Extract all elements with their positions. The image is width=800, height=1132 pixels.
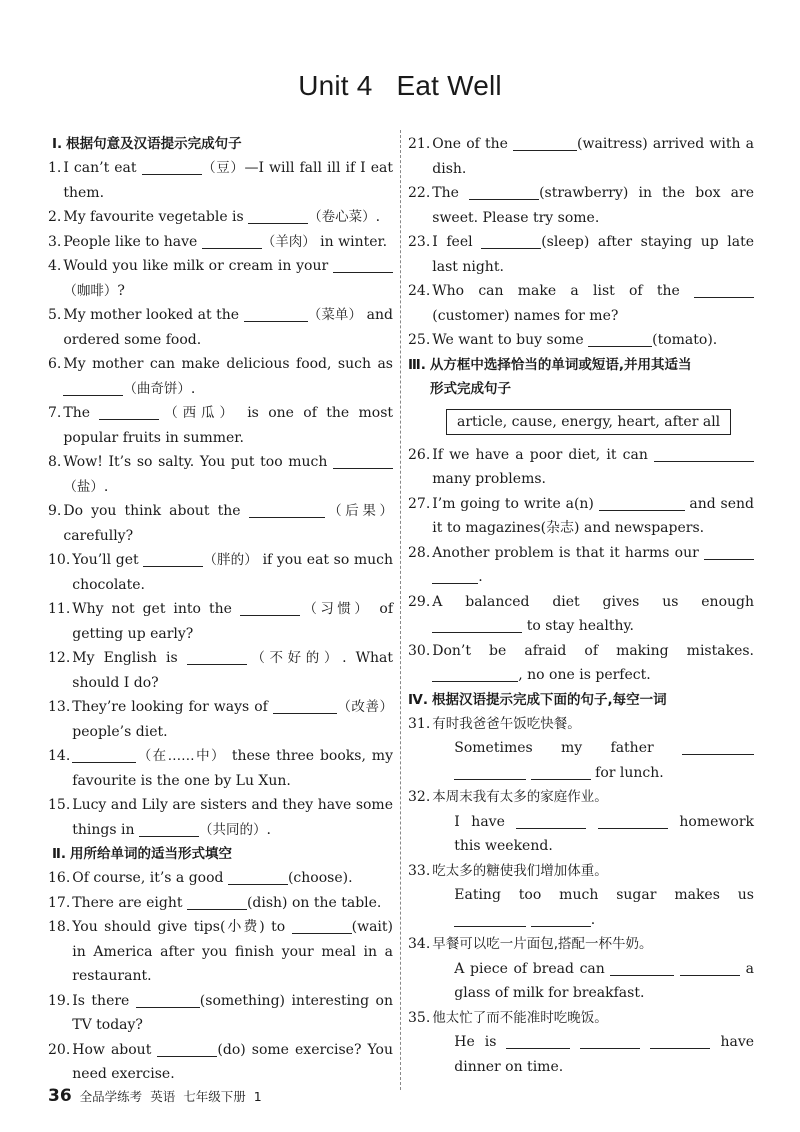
- question-number: 31.: [408, 715, 431, 732]
- hint: (sleep): [541, 234, 590, 250]
- question-number: 29.: [408, 593, 431, 610]
- answer-blank[interactable]: [680, 959, 740, 976]
- question-25: [408, 328, 754, 353]
- question-number: 21.: [408, 136, 431, 152]
- question-text: Sometimes my father: [454, 740, 682, 756]
- question-text: after staying up late last night.: [432, 234, 754, 275]
- question-17: [48, 891, 393, 916]
- question-14: [48, 744, 393, 793]
- question-text: A piece of bread can: [454, 960, 611, 977]
- hint: （改善）: [336, 699, 394, 715]
- question-number: 13.: [48, 699, 71, 715]
- answer-blank[interactable]: [481, 232, 541, 249]
- hint: （卷心菜）: [308, 209, 376, 225]
- question-text: If we have a poor diet, it can: [432, 446, 654, 463]
- question-text: Eating too much sugar makes us: [454, 887, 754, 903]
- hint: （不好的）: [246, 650, 343, 666]
- question-number: 3.: [48, 233, 62, 250]
- question-31: [408, 712, 754, 786]
- question-text: .: [103, 478, 109, 495]
- question-text: One of the: [432, 136, 514, 152]
- question-text: The: [432, 185, 470, 201]
- question-number: 4.: [48, 258, 62, 274]
- answer-blank[interactable]: [454, 910, 526, 927]
- question-text: have dinner on time.: [454, 1034, 755, 1075]
- hint: （后果）: [324, 503, 394, 519]
- question-text: You should give tips(小费) to: [72, 919, 292, 935]
- page-number: 36: [48, 1086, 72, 1106]
- question-21: [408, 132, 754, 181]
- answer-blank[interactable]: [333, 452, 393, 469]
- question-text: homework this weekend.: [454, 813, 754, 854]
- answer-blank[interactable]: [139, 820, 199, 837]
- section-1-roman: Ⅰ.: [52, 136, 63, 152]
- question-text: Wow! It’s so salty. You put too much: [63, 454, 333, 470]
- question-number: 24.: [408, 283, 431, 299]
- answer-blank[interactable]: [654, 445, 754, 462]
- question-number: 27.: [408, 495, 431, 512]
- question-number: 34.: [408, 936, 431, 952]
- section-4-title-text: 根据汉语提示完成下面的句子,每空一词: [431, 691, 667, 708]
- question-23: [408, 230, 754, 279]
- hint: （习惯）: [299, 601, 372, 617]
- question-24: [408, 279, 754, 328]
- question-text: My English is: [72, 650, 187, 666]
- question-text: They’re looking for ways of: [72, 699, 273, 715]
- question-text: Who can make a list of the: [432, 283, 694, 299]
- answer-blank[interactable]: [202, 232, 262, 249]
- answer-blank[interactable]: [187, 648, 247, 665]
- chinese-prompt: 他太忙了而不能准时吃晚饭。: [432, 1009, 608, 1026]
- question-text: these three books, my favourite is the one by Lu Xun.: [72, 748, 393, 789]
- answer-blank[interactable]: [598, 812, 668, 829]
- hint: （共同的）: [198, 821, 267, 838]
- question-19: [48, 989, 393, 1038]
- hint: (customer): [432, 307, 510, 324]
- hint: （在……中）: [136, 748, 226, 764]
- hint: （豆）: [201, 160, 245, 176]
- question-text: people’s diet.: [72, 723, 168, 740]
- question-text: Lucy and Lily are sisters and they have some things in: [72, 797, 393, 838]
- question-text: Why not get into the: [72, 601, 240, 617]
- answer-blank[interactable]: [333, 256, 393, 273]
- question-text: if you eat so much chocolate.: [72, 552, 393, 593]
- question-text: We want to buy some: [432, 332, 589, 348]
- chinese-prompt: 早餐可以吃一片面包,搭配一杯牛奶。: [432, 936, 653, 952]
- question-text: I feel: [432, 234, 482, 250]
- answer-blank[interactable]: [650, 1032, 710, 1049]
- question-text: of getting up early?: [72, 601, 393, 642]
- answer-blank[interactable]: [157, 1040, 217, 1057]
- question-number: 23.: [408, 234, 431, 250]
- footer-extra: 1: [253, 1089, 262, 1104]
- question-text: for lunch.: [590, 764, 664, 781]
- hint: (tomato): [652, 332, 713, 348]
- question-text: in winter.: [315, 233, 388, 250]
- left-column: [48, 132, 393, 1087]
- question-text: arrived with a dish.: [432, 136, 755, 177]
- question-35: [408, 1006, 754, 1080]
- question-number: 9.: [48, 503, 62, 519]
- question-text: carefully?: [63, 527, 134, 544]
- question-text: I can’t eat: [63, 160, 142, 176]
- question-text: I’m going to write a(n): [432, 495, 599, 512]
- question-text: on the table.: [287, 894, 382, 911]
- question-32: [408, 785, 754, 859]
- question-text: My mother looked at the: [63, 307, 244, 323]
- question-3: [48, 230, 393, 255]
- answer-blank[interactable]: [469, 183, 539, 200]
- subject: 英语: [150, 1089, 176, 1104]
- question-number: 10.: [48, 552, 71, 568]
- question-text: A balanced diet gives us enough: [432, 593, 754, 610]
- section-1-title: [48, 132, 393, 156]
- question-28: [408, 541, 754, 590]
- section-2-title: [48, 842, 393, 866]
- question-text: .: [190, 380, 196, 397]
- question-10: [48, 548, 393, 597]
- section-2-roman: Ⅱ.: [52, 846, 67, 862]
- question-13: [48, 695, 393, 744]
- answer-blank[interactable]: [136, 991, 200, 1008]
- answer-blank[interactable]: [610, 959, 674, 976]
- question-text: Don’t be afraid of making mistakes.: [432, 642, 754, 659]
- answer-blank[interactable]: [292, 917, 352, 934]
- question-27: [408, 492, 754, 541]
- question-text: is one of the most popular fruits in summer.: [63, 405, 394, 446]
- answer-blank[interactable]: [187, 893, 247, 910]
- publisher: 全品学练考: [79, 1089, 143, 1104]
- answer-blank[interactable]: [682, 738, 754, 755]
- hint: (wait): [351, 919, 393, 935]
- question-text: I have: [454, 813, 517, 830]
- answer-blank[interactable]: [142, 158, 202, 175]
- answer-blank[interactable]: [249, 501, 325, 518]
- question-text: and ordered some food.: [63, 307, 393, 348]
- question-text: a glass of milk for breakfast.: [454, 960, 754, 1001]
- question-number: 30.: [408, 642, 431, 659]
- question-20: [48, 1038, 393, 1087]
- question-text: My favourite vegetable is: [63, 209, 249, 225]
- hint: (choose): [287, 870, 349, 886]
- answer-blank[interactable]: [240, 599, 300, 616]
- question-number: 1.: [48, 160, 62, 176]
- question-34: [408, 932, 754, 1006]
- question-33: [408, 859, 754, 933]
- question-22: [408, 181, 754, 230]
- question-number: 22.: [408, 185, 431, 201]
- answer-blank[interactable]: [248, 207, 308, 224]
- hint: （西瓜）: [159, 405, 238, 421]
- question-text: and send it to magazines(杂志) and newspapers.: [432, 495, 754, 536]
- question-number: 16.: [48, 870, 71, 886]
- answer-blank[interactable]: [513, 134, 577, 151]
- question-number: 15.: [48, 797, 71, 813]
- answer-blank[interactable]: [432, 616, 522, 633]
- question-text: , no one is perfect.: [518, 667, 651, 683]
- hint: （盐）: [63, 478, 104, 495]
- hint: (strawberry): [539, 185, 629, 201]
- question-26: [408, 443, 754, 492]
- question-7: [48, 401, 393, 450]
- section-4-title: [408, 688, 754, 712]
- question-number: 6.: [48, 356, 62, 372]
- answer-blank[interactable]: [506, 1032, 570, 1049]
- question-text: . What should I do?: [72, 650, 393, 691]
- question-number: 14.: [48, 748, 71, 764]
- answer-blank[interactable]: [432, 665, 518, 682]
- page-footer: [48, 1086, 262, 1106]
- question-text: .: [590, 911, 596, 928]
- question-18: [48, 915, 393, 989]
- question-29: [408, 590, 754, 639]
- question-text: interesting on TV today?: [72, 992, 393, 1033]
- question-text: in the box are sweet. Please try some.: [432, 185, 754, 226]
- section-4-roman: Ⅳ.: [408, 691, 428, 708]
- question-text: People like to have: [63, 233, 202, 250]
- question-number: 8.: [48, 454, 62, 470]
- question-text: .: [478, 569, 483, 585]
- question-1: [48, 156, 393, 205]
- chinese-prompt: 有时我爸爸午饭吃快餐。: [432, 715, 581, 732]
- question-15: [48, 793, 393, 842]
- question-number: 32.: [408, 789, 431, 805]
- column-divider: [400, 130, 401, 1090]
- section-1-title-text: 根据句意及汉语提示完成句子: [66, 136, 242, 152]
- question-4: [48, 254, 393, 303]
- question-number: 12.: [48, 650, 71, 666]
- question-text: .: [266, 821, 271, 838]
- hint: (do): [217, 1041, 246, 1058]
- question-number: 5.: [48, 307, 62, 323]
- question-8: [48, 450, 393, 499]
- hint: （菜单）: [307, 307, 363, 323]
- chinese-prompt: 吃太多的糖使我们增加体重。: [432, 862, 608, 879]
- hint: (something): [199, 992, 285, 1009]
- question-text: .: [712, 332, 718, 348]
- question-number: 26.: [408, 446, 431, 463]
- answer-blank[interactable]: [432, 567, 478, 584]
- question-text: some exercise? You need exercise.: [72, 1041, 393, 1082]
- section-3-title-line2: 形式完成句子: [430, 380, 511, 397]
- section-3-title-line1: 从方框中选择恰当的单词或短语,并用其适当: [429, 356, 692, 373]
- question-5: [48, 303, 393, 352]
- question-text: in America after you finish your meal in a restaurant.: [72, 943, 393, 984]
- answer-blank[interactable]: [273, 697, 337, 714]
- question-text: many problems.: [432, 471, 546, 487]
- question-number: 7.: [48, 405, 62, 421]
- question-text: He is: [454, 1034, 507, 1050]
- question-text: —I will fall ill if I eat them.: [63, 160, 394, 201]
- answer-blank[interactable]: [704, 543, 754, 560]
- question-number: 17.: [48, 894, 71, 911]
- section-2-title-text: 用所给单词的适当形式填空: [70, 846, 233, 862]
- question-text: Of course, it’s a good: [72, 870, 228, 886]
- question-text: Would you like milk or cream in your: [63, 258, 333, 274]
- question-number: 35.: [408, 1009, 431, 1026]
- hint: (dish): [246, 894, 288, 911]
- question-number: 2.: [48, 209, 62, 225]
- question-12: [48, 646, 393, 695]
- question-text: The: [63, 405, 100, 421]
- hint: (waitress): [577, 136, 648, 152]
- question-text: How about: [72, 1041, 158, 1058]
- answer-blank[interactable]: [99, 403, 159, 420]
- hint: （胖的）: [203, 552, 258, 568]
- question-2: [48, 205, 393, 230]
- question-text: My mother can make delicious food, such as: [63, 356, 393, 372]
- answer-blank[interactable]: [454, 763, 526, 780]
- question-text: There are eight: [72, 894, 187, 911]
- answer-blank[interactable]: [143, 550, 203, 567]
- question-number: 28.: [408, 544, 431, 561]
- right-column: [408, 132, 754, 1079]
- question-text: .: [348, 870, 353, 886]
- question-16: [48, 866, 393, 891]
- question-30: [408, 639, 754, 688]
- question-number: 19.: [48, 992, 71, 1009]
- question-11: [48, 597, 393, 646]
- answer-blank[interactable]: [599, 494, 685, 511]
- question-text: Another problem is that it harms our: [432, 544, 704, 561]
- answer-blank[interactable]: [72, 746, 136, 763]
- question-text: .: [375, 209, 381, 225]
- question-6: [48, 352, 393, 401]
- answer-blank[interactable]: [228, 868, 288, 885]
- answer-blank[interactable]: [531, 910, 591, 927]
- hint: （曲奇饼）: [123, 380, 191, 397]
- question-number: 25.: [408, 332, 431, 348]
- question-text: Is there: [72, 992, 136, 1009]
- answer-blank[interactable]: [694, 281, 754, 298]
- answer-blank[interactable]: [244, 305, 308, 322]
- section-3-roman: Ⅲ.: [408, 356, 426, 373]
- answer-blank[interactable]: [588, 330, 652, 347]
- question-text: to stay healthy.: [522, 618, 635, 634]
- question-text: ?: [117, 282, 125, 299]
- section-3-title: [408, 353, 754, 401]
- question-text: Do you think about the: [63, 503, 249, 519]
- answer-blank[interactable]: [580, 1032, 640, 1049]
- question-number: 18.: [48, 919, 71, 935]
- page-title: Unit 4 Eat Well: [298, 70, 502, 101]
- chinese-prompt: 本周末我有太多的家庭作业。: [432, 789, 608, 805]
- answer-blank[interactable]: [531, 763, 591, 780]
- question-9: [48, 499, 393, 548]
- hint: （咖啡）: [63, 282, 118, 299]
- question-number: 20.: [48, 1041, 71, 1058]
- answer-blank[interactable]: [516, 812, 586, 829]
- question-text: names for me?: [509, 307, 619, 324]
- question-text: You’ll get: [72, 552, 144, 568]
- question-number: 11.: [48, 601, 71, 617]
- word-box: article, cause, energy, heart, after all: [446, 409, 731, 435]
- answer-blank[interactable]: [63, 379, 123, 396]
- question-number: 33.: [408, 862, 431, 879]
- grade: 七年级下册: [183, 1089, 246, 1104]
- hint: （羊肉）: [261, 233, 316, 250]
